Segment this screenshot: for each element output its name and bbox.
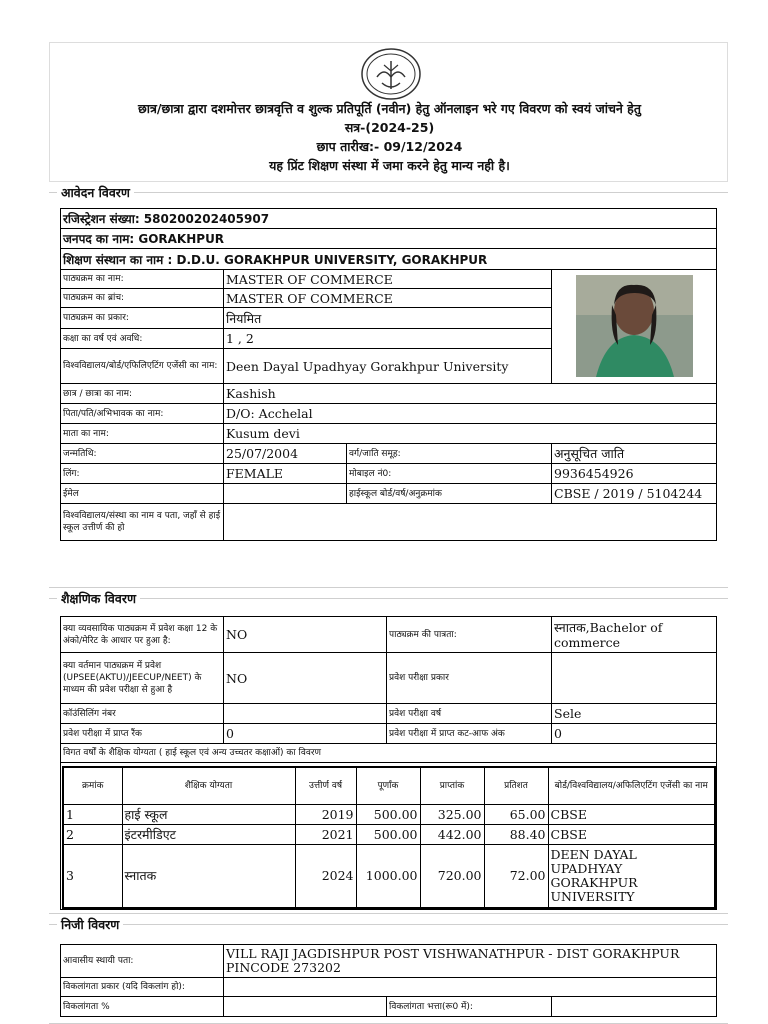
- university-label: विश्वविद्यालय/बोर्ड/एफिलिएटिंग एजेंसी का नाम:: [61, 349, 224, 384]
- student-name-label: छात्र / छात्रा का नाम:: [61, 384, 224, 404]
- percentage-cell: 88.40: [484, 824, 548, 844]
- up-government-emblem-icon: [360, 47, 422, 101]
- dob-value: 25/07/2004: [224, 444, 347, 464]
- gender-label: लिंग:: [61, 464, 224, 484]
- category-value: अनुसूचित जाति: [552, 444, 717, 464]
- student-photo: [576, 275, 693, 377]
- col-serial: क्रमांक: [63, 767, 122, 804]
- hs-school-label: विश्वविद्यालय/संस्था का नाम व पता, जहाँ से हाई स्कूल उत्तीर्ण की हो: [61, 504, 224, 541]
- qualification-cell: हाई स्कूल: [122, 804, 295, 824]
- hs-school-value: [224, 504, 717, 541]
- col-qualification: शैक्षिक योग्यता: [122, 767, 295, 804]
- max-marks-cell: 1000.00: [356, 844, 420, 908]
- pass-year-cell: 2021: [295, 824, 356, 844]
- disability-pct-label: विकलांगता %: [61, 997, 224, 1017]
- entrance-type-label: प्रवेश परीक्षा प्रकार: [387, 653, 552, 704]
- class-year-label: कक्षा का वर्ष एवं अवधि:: [61, 329, 224, 349]
- qualification-cell: इंटरमीडिएट: [122, 824, 295, 844]
- class-year: 1 , 2: [224, 329, 552, 349]
- disability-allowance-value: [552, 997, 717, 1017]
- father-name-label: पिता/पति/अभिभावक का नाम:: [61, 404, 224, 424]
- entrance-year-label: प्रवेश परीक्षा वर्ष: [387, 704, 552, 724]
- col-percentage: प्रतिशत: [484, 767, 548, 804]
- table-row: [63, 824, 715, 844]
- professional-label: क्या व्यवसायिक पाठ्यक्रम में प्रवेश कक्षा 12 के अंको/मेरिट के आधार पर हुआ है:: [61, 617, 224, 653]
- print-note: यह प्रिंट शिक्षण संस्था में जमा करने हेतु मान्य नही है।: [269, 158, 510, 173]
- registration-number: रजिस्ट्रेशन संख्या: 580200202405907: [61, 209, 717, 229]
- student-photo-image: [576, 275, 693, 377]
- student-name: Kashish: [224, 384, 717, 404]
- rank-value: 0: [224, 724, 387, 744]
- percentage-cell: 65.00: [484, 804, 548, 824]
- previous-education-table: [62, 766, 716, 909]
- address-value: VILL RAJI JAGDISHPUR POST VISHWANATHPUR - DIST GORAKHPUR PINCODE 273202: [224, 945, 717, 978]
- disability-type-value: [224, 978, 717, 997]
- category-label: वर्ग/जाति समूह:: [347, 444, 552, 464]
- application-legend: आवेदन विवरण: [61, 185, 130, 200]
- disability-allowance-label: विकलांगता भत्ता(रू0 में):: [387, 997, 552, 1017]
- mobile-label: मोबाइल नं0:: [347, 464, 552, 484]
- institution-name: शिक्षण संस्थान का नाम : D.D.U. GORAKHPUR UNIVERSITY, GORAKHPUR: [61, 249, 717, 270]
- mobile-value: 9936454926: [552, 464, 717, 484]
- percentage-cell: 72.00: [484, 844, 548, 908]
- scholarship-print-page: [49, 42, 728, 1024]
- course-branch-label: पाठ्यक्रम का ब्रांच:: [61, 289, 224, 308]
- hs-board-label: हाईस्कूल बोर्ड/वर्ष/अनुक्रमांक: [347, 484, 552, 504]
- board-cell: CBSE: [548, 824, 715, 844]
- counselling-label: कॉउंसिलिंग नंबर: [61, 704, 224, 724]
- serial-cell: 1: [63, 804, 122, 824]
- obtained-marks-cell: 442.00: [420, 824, 484, 844]
- board-cell: CBSE: [548, 804, 715, 824]
- entrance-type-value: [552, 653, 717, 704]
- col-max-marks: पूर्णांक: [356, 767, 420, 804]
- university-name: Deen Dayal Upadhyay Gorakhpur University: [224, 349, 552, 384]
- obtained-marks-cell: 325.00: [420, 804, 484, 824]
- course-branch: MASTER OF COMMERCE: [224, 289, 552, 308]
- address-label: आवासीय स्थायी पता:: [61, 945, 224, 978]
- email-label: ईमेल: [61, 484, 224, 504]
- session: सत्र-(2024-25): [344, 120, 435, 135]
- entrance-year-value: Sele: [552, 704, 717, 724]
- rank-label: प्रवेश परीक्षा में प्राप्त रैंक: [61, 724, 224, 744]
- pass-year-cell: 2019: [295, 804, 356, 824]
- serial-cell: 2: [63, 824, 122, 844]
- entrance-value: NO: [224, 653, 387, 704]
- course-type-label: पाठ्यक्रम का प्रकार:: [61, 308, 224, 329]
- course-type: नियमित: [224, 308, 552, 329]
- academic-legend: शैक्षणिक विवरण: [61, 591, 136, 606]
- email-value: [224, 484, 347, 504]
- previous-education-caption: विगत वर्षों के शैक्षिक योग्यता ( हाई स्कूल एवं अन्य उच्चतर कक्षाओं) का विवरण: [61, 744, 717, 763]
- personal-legend: निजी विवरण: [61, 917, 120, 932]
- father-name: D/O: Acchelal: [224, 404, 717, 424]
- col-board: बोर्ड/विश्वविद्यालय/अफिलिएटिंग एजेंसी का नाम: [548, 767, 715, 804]
- form-title: छात्र/छात्रा द्वारा दशमोत्तर छात्रवृत्ति व शुल्क प्रतिपूर्ति (नवीन) हेतु ऑनलाइन भरे गए विवरण को स्वयं जांचने हेतु: [138, 101, 641, 116]
- max-marks-cell: 500.00: [356, 804, 420, 824]
- col-obtained-marks: प्राप्तांक: [420, 767, 484, 804]
- gender-value: FEMALE: [224, 464, 347, 484]
- obtained-marks-cell: 720.00: [420, 844, 484, 908]
- table-row: [63, 804, 715, 824]
- cutoff-value: 0: [552, 724, 717, 744]
- disability-pct-value: [224, 997, 387, 1017]
- print-date: छाप तारीख:- 09/12/2024: [316, 139, 463, 154]
- col-pass-year: उत्तीर्ण वर्ष: [295, 767, 356, 804]
- entrance-label: क्या वर्तमान पाठ्यक्रम में प्रवेश (UPSEE(AKTU)/JEECUP/NEET) के माध्यम की प्रवेश परीक्षा से हुआ है: [61, 653, 224, 704]
- course-name: MASTER OF COMMERCE: [224, 270, 552, 289]
- eligibility-value: स्नातक,Bachelor of commerce: [552, 617, 717, 653]
- dob-label: जन्मतिथि:: [61, 444, 224, 464]
- course-name-label: पाठ्यक्रम का नाम:: [61, 270, 224, 289]
- counselling-value: [224, 704, 387, 724]
- eligibility-label: पाठ्यक्रम की पात्रता:: [387, 617, 552, 653]
- table-row: [63, 844, 715, 908]
- mother-name-label: माता का नाम:: [61, 424, 224, 444]
- pass-year-cell: 2024: [295, 844, 356, 908]
- professional-value: NO: [224, 617, 387, 653]
- header: [49, 42, 728, 182]
- district-name: जनपद का नाम: GORAKHPUR: [61, 229, 717, 249]
- mother-name: Kusum devi: [224, 424, 717, 444]
- max-marks-cell: 500.00: [356, 824, 420, 844]
- personal-table: [60, 944, 717, 1017]
- serial-cell: 3: [63, 844, 122, 908]
- hs-board-value: CBSE / 2019 / 5104244: [552, 484, 717, 504]
- cutoff-label: प्रवेश परीक्षा में प्राप्त कट-आफ अंक: [387, 724, 552, 744]
- disability-type-label: विकलांगता प्रकार (यदि विकलांग हो):: [61, 978, 224, 997]
- board-cell: DEEN DAYAL UPADHYAY GORAKHPUR UNIVERSITY: [548, 844, 715, 908]
- qualification-cell: स्नातक: [122, 844, 295, 908]
